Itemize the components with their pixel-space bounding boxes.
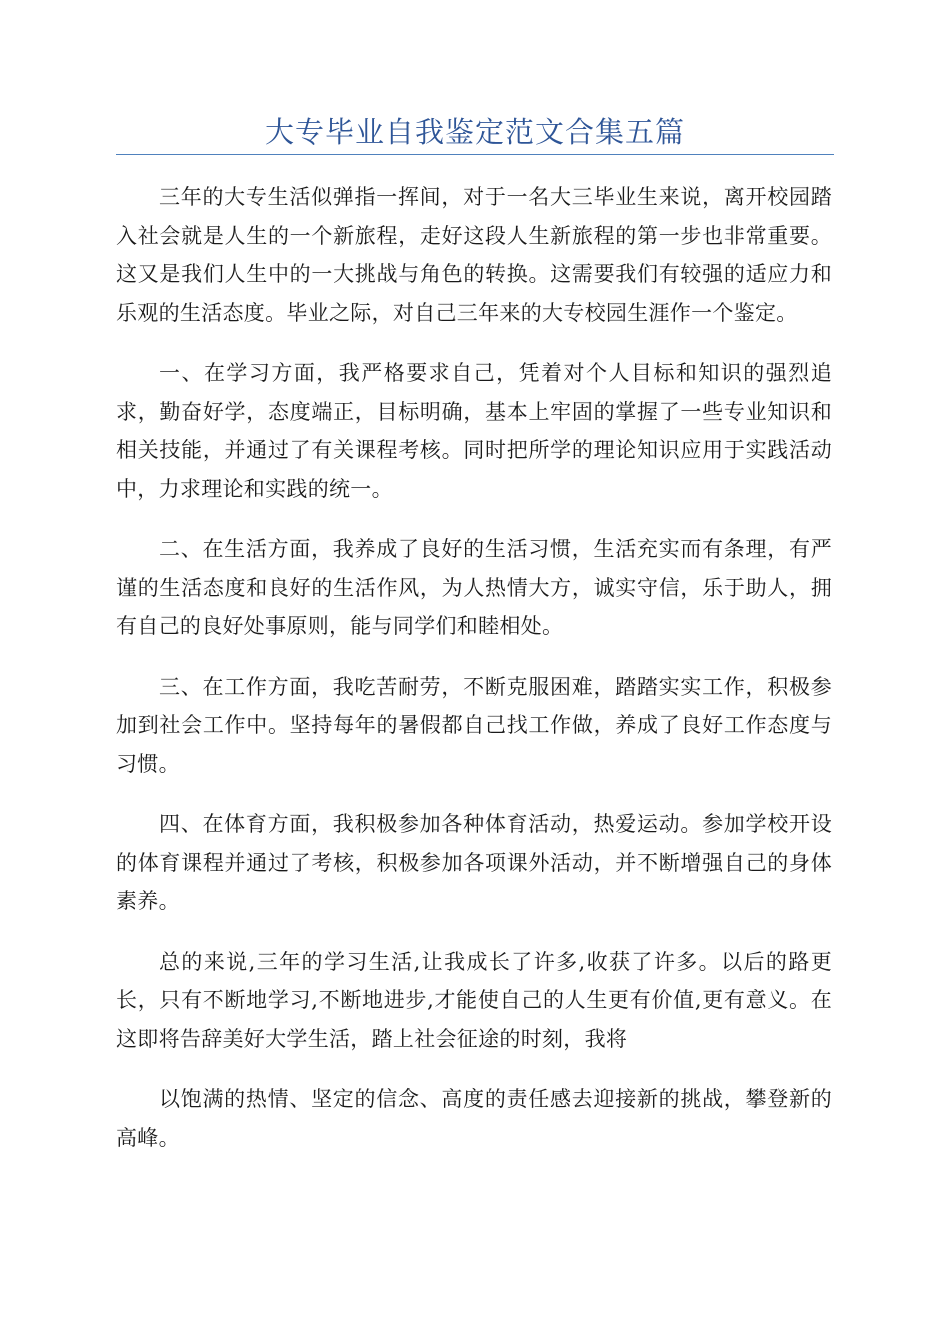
paragraph-sports: 四、在体育方面，我积极参加各种体育活动，热爱运动。参加学校开设的体育课程并通过了考核，积极参加各项课外活动，并不断增强自己的身体素养。: [116, 812, 832, 913]
paragraph-work: 三、在工作方面，我吃苦耐劳，不断克服困难，踏踏实实工作，积极参加到社会工作中。坚持每年的暑假都自己找工作做，养成了良好工作态度与习惯。: [116, 674, 832, 776]
document-title: 大专毕业自我鉴定范文合集五篇: [264, 115, 685, 149]
paragraph-life: 二、在生活方面，我养成了良好的生活习惯，生活充实而有条理，有严谨的生活态度和良好的生活作风，为人热情大方，诚实守信，乐于助人，拥有自己的良好处事原则，能与同学们和睦相处。: [116, 537, 832, 638]
paragraph-intro: 三年的大专生活似弹指一挥间，对于一名大三毕业生来说，离开校园踏入社会就是人生的一个新旅程，走好这段人生新旅程的第一步也非常重要。这又是我们人生中的一大挑战与角色的转换。这需要我们有较强的适应力和乐观的生活态度。毕业之际，对自己三年来的大专校园生涯作一个鉴定。: [116, 185, 832, 325]
title-underline: [116, 154, 834, 155]
document-body: [116, 178, 832, 1179]
paragraph-study: 一、在学习方面，我严格要求自己，凭着对个人目标和知识的强烈追求，勤奋好学，态度端正，目标明确，基本上牢固的掌握了一些专业知识和相关技能，并通过了有关课程考核。同时把所学的理论知识应用于实践活动中，力求理论和实践的统一。: [116, 361, 832, 501]
paragraph-summary: 总的来说,三年的学习生活,让我成长了许多,收获了许多。以后的路更长，只有不断地学习,不断地进步,才能使自己的人生更有价值,更有意义。在这即将告辞美好大学生活，踏上社会征途的时刻，我将: [116, 949, 832, 1051]
paragraph-closing: 以饱满的热情、坚定的信念、高度的责任感去迎接新的挑战，攀登新的高峰。: [116, 1087, 832, 1150]
